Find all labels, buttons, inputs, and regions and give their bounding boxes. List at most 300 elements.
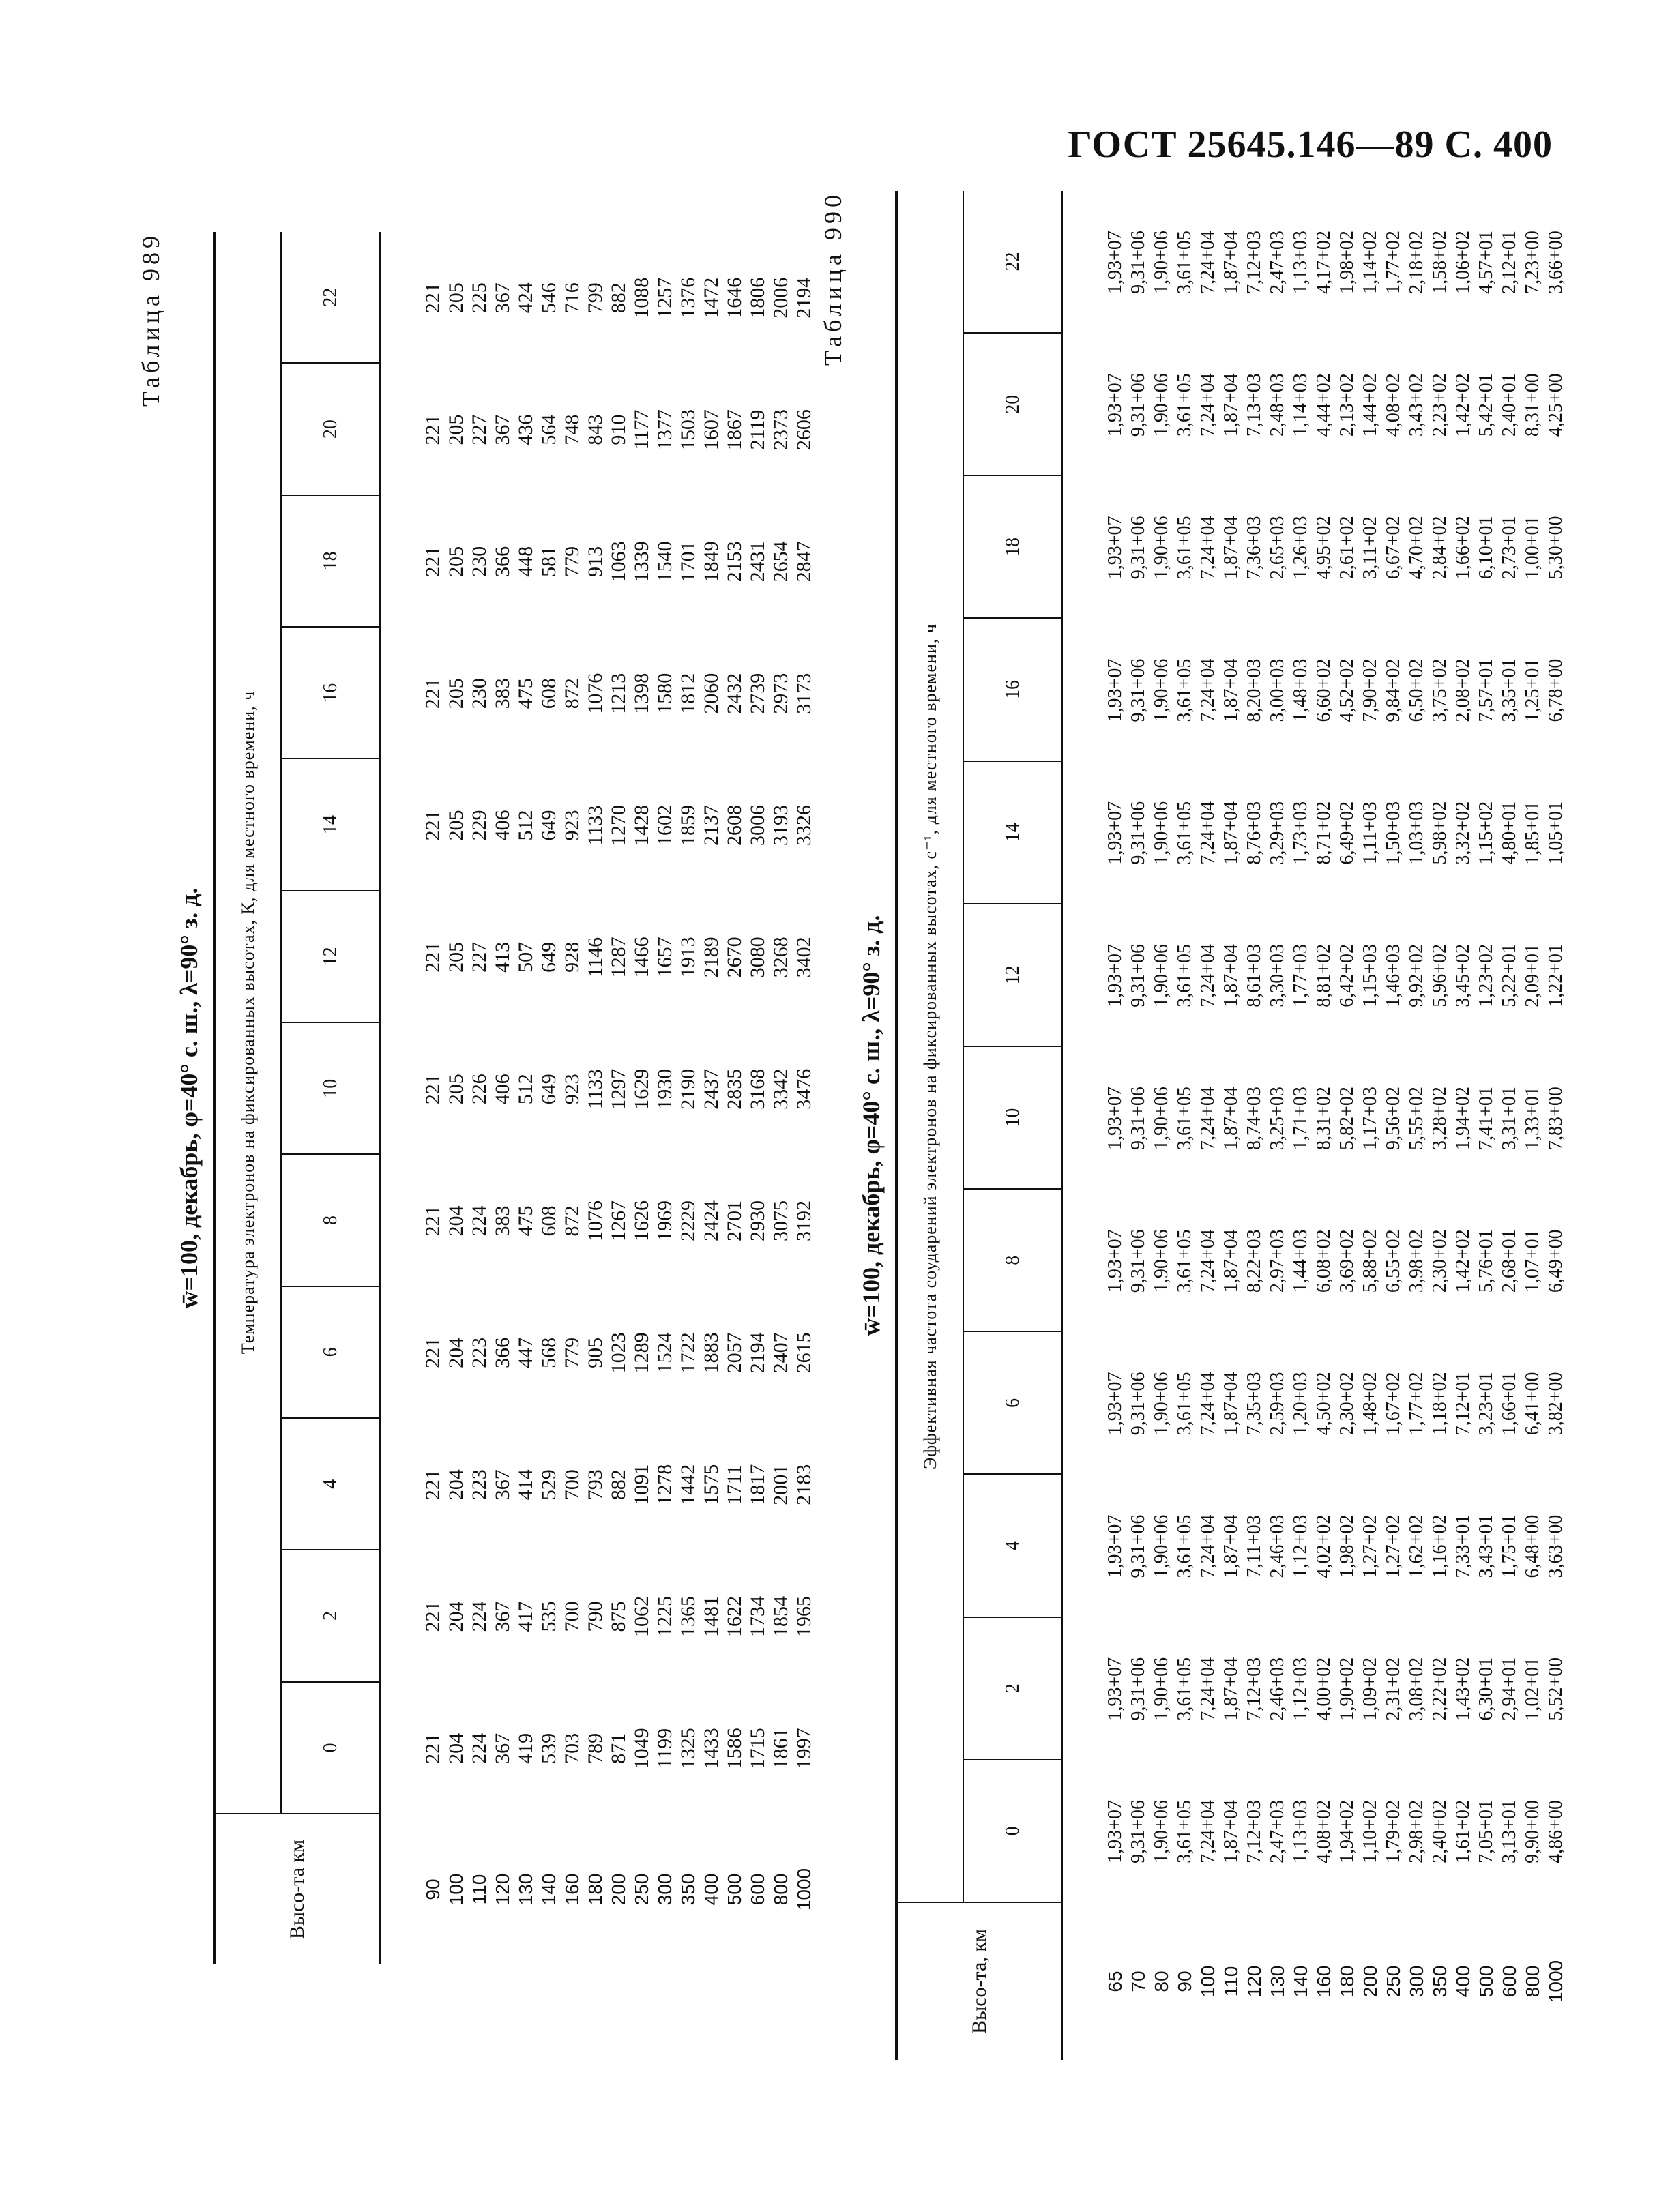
table-cell: 1442 [677, 1464, 699, 1505]
table-cell: 7,24+04 [1197, 801, 1218, 865]
table-cell: 8,31+00 [1522, 373, 1543, 437]
table-cell: 1365 [677, 1596, 699, 1638]
table-cell: 1146 [584, 937, 606, 977]
table-cell: 1,17+03 [1360, 1087, 1381, 1150]
table-cell: 3080 [746, 937, 769, 978]
table-cell: 9,31+06 [1128, 658, 1149, 722]
table-cell: 204 [445, 1205, 467, 1237]
table-cell: 413 [491, 941, 514, 973]
table-cell: 1,27+02 [1360, 1514, 1381, 1578]
table-cell: 1,13+03 [1290, 1800, 1311, 1863]
altitude-value: 800 [770, 1873, 791, 1906]
table-cell: 1,90+06 [1151, 943, 1172, 1007]
table-cell: 9,31+06 [1128, 1372, 1149, 1436]
value-column [1104, 191, 1568, 334]
table-cell: 7,12+03 [1244, 231, 1265, 294]
table-cell: 3268 [770, 937, 792, 978]
table-cell: 2,61+02 [1336, 516, 1358, 580]
table-cell: 1,16+02 [1429, 1514, 1450, 1578]
table-cell: 3173 [793, 673, 815, 714]
table-cell: 3,43+02 [1406, 373, 1427, 437]
table-cell: 649 [538, 810, 560, 841]
table-cell: 1,90+02 [1336, 1657, 1358, 1721]
hour-header: 16 [282, 628, 379, 759]
table-cell: 366 [491, 546, 514, 577]
table-cell: 2432 [723, 673, 746, 714]
table-cell: 1,13+03 [1290, 231, 1311, 294]
table-cell: 5,52+00 [1545, 1657, 1566, 1721]
table-cell: 1,87+04 [1220, 1229, 1242, 1293]
table-cell: 2,46+03 [1267, 1514, 1288, 1578]
table-cell: 1,22+01 [1545, 943, 1566, 1007]
table-cell: 3,32+02 [1452, 801, 1474, 865]
table-cell: 2407 [770, 1332, 792, 1374]
table-cell: 1,93+07 [1104, 1514, 1126, 1578]
table-cell: 7,05+01 [1476, 1800, 1497, 1863]
table-cell: 5,76+01 [1476, 1229, 1497, 1293]
table-caption: w̄=100, декабрь, φ=40° с. ш., λ=90° з. д. [858, 915, 885, 1336]
table-cell: 447 [514, 1337, 537, 1368]
hour-header: 4 [964, 1475, 1061, 1617]
value-column [1104, 619, 1568, 761]
table-cell: 3476 [793, 1068, 815, 1110]
table-cell: 3,61+05 [1174, 1800, 1195, 1863]
altitude-value: 180 [585, 1873, 606, 1906]
value-column [422, 1683, 816, 1814]
table-cell: 1,14+02 [1360, 231, 1381, 294]
altitude-value: 400 [1452, 1965, 1474, 1998]
table-cell: 2137 [700, 805, 722, 846]
table-cell: 7,24+04 [1197, 1229, 1218, 1293]
table-cell: 1,77+03 [1290, 943, 1311, 1007]
table-cell: 539 [538, 1732, 560, 1764]
altitude-value: 250 [1383, 1965, 1404, 1998]
hour-header: 20 [964, 334, 1061, 476]
table-cell: 436 [514, 414, 537, 445]
table-989-block [136, 232, 815, 1964]
table-cell: 1,85+01 [1522, 801, 1543, 865]
table-cell: 2,94+01 [1499, 1657, 1520, 1721]
table-cell: 367 [491, 1732, 514, 1764]
table-cell: 1,02+01 [1522, 1657, 1543, 1721]
table-cell: 1580 [654, 673, 676, 714]
altitude-value: 130 [1267, 1965, 1288, 1998]
table-cell: 9,31+06 [1128, 231, 1149, 294]
altitude-value: 90 [1174, 1971, 1195, 1992]
table-body [381, 232, 816, 1964]
table-cell: 6,08+02 [1313, 1229, 1334, 1293]
table-cell: 3168 [746, 1068, 769, 1110]
table-cell: 1969 [654, 1200, 676, 1242]
table-cell: 1,09+02 [1360, 1657, 1381, 1721]
table-cell: 1806 [746, 277, 769, 319]
table-cell: 748 [561, 414, 583, 445]
table-cell: 1734 [746, 1596, 769, 1638]
table-cell: 2119 [746, 409, 769, 450]
value-column [422, 1155, 816, 1286]
table-cell: 1076 [584, 673, 606, 714]
table-cell: 793 [584, 1469, 606, 1501]
table-cell: 1913 [677, 937, 699, 978]
table-cell: 1376 [677, 277, 699, 319]
table-cell: 1607 [700, 409, 722, 451]
hour-header: 6 [964, 1332, 1061, 1475]
table-cell: 1,87+04 [1220, 373, 1242, 437]
altitude-value: 180 [1336, 1965, 1358, 1998]
table-cell: 3,45+02 [1452, 943, 1474, 1007]
table-cell: 7,24+04 [1197, 1514, 1218, 1578]
altitude-value: 140 [1290, 1965, 1311, 1998]
value-column [1104, 1475, 1568, 1617]
altitude-value: 120 [492, 1873, 513, 1906]
table-cell: 3,82+00 [1545, 1372, 1566, 1436]
table-cell: 790 [584, 1601, 606, 1632]
table-cell: 1,43+02 [1452, 1657, 1474, 1721]
table-cell: 1,98+02 [1336, 1514, 1358, 1578]
value-column [1104, 1760, 1568, 1903]
table-cell: 1270 [607, 805, 630, 846]
hour-header: 22 [964, 191, 1061, 334]
table-cell: 8,81+02 [1313, 943, 1334, 1007]
table-cell: 799 [584, 282, 606, 314]
table-cell: 383 [491, 1205, 514, 1237]
table-cell: 8,61+03 [1244, 943, 1265, 1007]
table-cell: 406 [491, 1074, 514, 1105]
table-cell: 7,12+03 [1244, 1657, 1265, 1721]
table-cell: 1267 [607, 1200, 630, 1242]
table-cell: 3342 [770, 1068, 792, 1110]
table-cell: 221 [422, 546, 444, 577]
table-cell: 1,23+02 [1476, 943, 1497, 1007]
table-cell: 424 [514, 282, 537, 314]
table-cell: 6,49+02 [1336, 801, 1358, 865]
table-cell: 7,33+01 [1452, 1514, 1474, 1578]
table-cell: 225 [468, 282, 490, 314]
table-cell: 1,79+02 [1383, 1800, 1404, 1863]
table-cell: 649 [538, 1074, 560, 1105]
table-cell: 568 [538, 1337, 560, 1368]
altitude-value: 100 [445, 1873, 467, 1906]
table-cell: 1,90+06 [1151, 1514, 1172, 1578]
table-cell: 703 [561, 1732, 583, 1764]
hour-header: 14 [964, 762, 1061, 904]
table-cell: 564 [538, 414, 560, 445]
table-cell: 3,66+00 [1545, 231, 1566, 294]
table-cell: 2,08+02 [1452, 658, 1474, 722]
table-cell: 3,61+05 [1174, 801, 1195, 865]
table-cell: 5,22+01 [1499, 943, 1520, 1007]
table-cell: 1,94+02 [1336, 1800, 1358, 1863]
table-cell: 2,40+01 [1499, 373, 1520, 437]
table-cell: 3,75+02 [1429, 658, 1450, 722]
altitude-value: 500 [724, 1873, 745, 1906]
table-cell: 1,93+07 [1104, 373, 1126, 437]
table-cell: 1575 [700, 1464, 722, 1505]
table-cell: 205 [445, 546, 467, 577]
table-cell: 6,42+02 [1336, 943, 1358, 1007]
altitude-value: 300 [1406, 1965, 1427, 1998]
table-cell: 2,30+02 [1429, 1229, 1450, 1293]
hour-header: 0 [319, 1743, 341, 1753]
hour-header: 18 [964, 476, 1061, 619]
table-cell: 1,87+04 [1220, 1087, 1242, 1150]
table-cell: 1,48+02 [1360, 1372, 1381, 1436]
table-cell: 910 [607, 414, 630, 445]
table-cell: 2057 [723, 1332, 746, 1374]
table-cell: 6,49+00 [1545, 1229, 1566, 1293]
table-cell: 1,07+01 [1522, 1229, 1543, 1293]
table-cell: 1062 [630, 1596, 653, 1638]
table-cell: 716 [561, 282, 583, 314]
table-cell: 224 [468, 1205, 490, 1237]
hour-header: 22 [282, 232, 379, 364]
table-cell: 1,90+06 [1151, 373, 1172, 437]
table-cell: 1701 [677, 541, 699, 583]
table-cell: 1,25+01 [1522, 658, 1543, 722]
altitude-value: 300 [654, 1873, 675, 1906]
value-column [1104, 1047, 1568, 1190]
table-cell: 7,24+04 [1197, 373, 1218, 437]
table-cell: 905 [584, 1337, 606, 1368]
table-cell: 9,84+02 [1383, 658, 1404, 722]
table-cell: 1817 [746, 1464, 769, 1505]
table-cell: 1,11+03 [1360, 801, 1381, 865]
table-cell: 2930 [746, 1200, 769, 1242]
table-cell: 1854 [770, 1596, 792, 1638]
table-cell: 475 [514, 678, 537, 709]
hour-header: 10 [964, 1047, 1061, 1190]
table-cell: 1433 [700, 1728, 722, 1769]
value-column [422, 628, 816, 759]
table-cell: 1,77+02 [1406, 1372, 1427, 1436]
table-cell: 7,24+04 [1197, 231, 1218, 294]
altitude-value: 160 [1313, 1965, 1334, 1998]
table-cell: 1,90+06 [1151, 1800, 1172, 1863]
table-cell: 4,08+02 [1313, 1800, 1334, 1863]
table-cell: 1,10+02 [1360, 1800, 1381, 1863]
table-cell: 2229 [677, 1200, 699, 1242]
table-cell: 1225 [654, 1596, 676, 1638]
table-cell: 1325 [677, 1728, 699, 1769]
table-cell: 1,42+02 [1452, 1229, 1474, 1293]
altitude-value: 70 [1128, 1971, 1149, 1992]
table-cell: 2615 [793, 1332, 815, 1374]
hour-header: 8 [282, 1155, 379, 1286]
table-cell: 7,57+01 [1476, 658, 1497, 722]
table-cell: 1,12+03 [1290, 1657, 1311, 1721]
table-cell: 507 [514, 941, 537, 973]
table-cell: 8,22+03 [1244, 1229, 1265, 1293]
table-cell: 6,55+02 [1383, 1229, 1404, 1293]
table-cell: 2,84+02 [1429, 516, 1450, 580]
table-cell: 7,24+04 [1197, 1800, 1218, 1863]
table-cell: 2,30+02 [1336, 1372, 1358, 1436]
table-cell: 1,27+02 [1383, 1514, 1404, 1578]
table-cell: 4,95+02 [1313, 516, 1334, 580]
hour-headers [282, 232, 379, 1813]
table-cell: 3,30+03 [1267, 943, 1288, 1007]
table-cell: 7,41+01 [1476, 1087, 1497, 1150]
table-cell: 1715 [746, 1728, 769, 1769]
table-cell: 1,87+04 [1220, 1372, 1242, 1436]
table-cell: 2606 [793, 409, 815, 451]
table-cell: 7,23+00 [1522, 231, 1543, 294]
table-cell: 419 [514, 1732, 537, 1764]
table-cell: 1297 [607, 1068, 630, 1110]
table-cell: 1,93+07 [1104, 516, 1126, 580]
table-cell: 1,62+02 [1406, 1514, 1427, 1578]
table-cell: 6,10+01 [1476, 516, 1497, 580]
table-cell: 1540 [654, 541, 676, 583]
table-cell: 1,05+01 [1545, 801, 1566, 865]
table-cell: 1,87+04 [1220, 801, 1242, 865]
table-cell: 2654 [770, 541, 792, 583]
altitude-value: 200 [608, 1873, 629, 1906]
table-cell: 8,71+02 [1313, 801, 1334, 865]
table-cell: 3,61+05 [1174, 373, 1195, 437]
table-cell: 366 [491, 1337, 514, 1368]
table-cell: 3,61+05 [1174, 1087, 1195, 1150]
table-cell: 1,93+07 [1104, 943, 1126, 1007]
table-cell: 1339 [630, 541, 653, 583]
table-cell: 2373 [770, 409, 792, 451]
table-body [1063, 191, 1568, 2060]
table-cell: 221 [422, 1205, 444, 1237]
table-cell: 779 [561, 546, 583, 577]
table-cell: 2,47+03 [1267, 231, 1288, 294]
altitude-value: 120 [1244, 1965, 1265, 1998]
table-cell: 3006 [746, 805, 769, 846]
table-cell: 1278 [654, 1464, 676, 1505]
table-cell: 9,31+06 [1128, 516, 1149, 580]
table-cell: 221 [422, 282, 444, 314]
table-cell: 1,90+06 [1151, 1229, 1172, 1293]
altitude-header: Высо-та, км [968, 1929, 991, 2034]
table-cell: 221 [422, 678, 444, 709]
table-cell: 414 [514, 1469, 537, 1501]
table-cell: 1,61+02 [1452, 1800, 1474, 1863]
table-cell: 3,61+05 [1174, 943, 1195, 1007]
table-cell: 367 [491, 1469, 514, 1501]
table-cell: 3193 [770, 805, 792, 846]
hour-header: 12 [964, 904, 1061, 1047]
table-cell: 2190 [677, 1068, 699, 1110]
table-cell: 2183 [793, 1464, 815, 1505]
table-cell: 224 [468, 1601, 490, 1632]
table-cell: 2189 [700, 937, 722, 978]
table-cell: 475 [514, 1205, 537, 1237]
table-cell: 1133 [584, 805, 606, 846]
altitude-value: 110 [1220, 1966, 1242, 1997]
table-cell: 204 [445, 1469, 467, 1501]
hour-header: 2 [282, 1550, 379, 1682]
altitude-value: 100 [1197, 1965, 1218, 1998]
hour-header: 20 [282, 364, 379, 495]
table-cell: 7,36+03 [1244, 516, 1265, 580]
table-cell: 2437 [700, 1068, 722, 1110]
table-cell: 3192 [793, 1200, 815, 1242]
table-cell: 1133 [584, 1069, 606, 1110]
table-cell: 3,61+05 [1174, 231, 1195, 294]
table-cell: 2,59+03 [1267, 1372, 1288, 1436]
table-cell: 230 [468, 546, 490, 577]
table-cell: 221 [422, 1732, 444, 1764]
table-cell: 2431 [746, 541, 769, 583]
table-cell: 221 [422, 1601, 444, 1632]
table-cell: 1,66+01 [1499, 1372, 1520, 1436]
table-cell: 448 [514, 546, 537, 577]
table-cell: 3,31+01 [1499, 1087, 1520, 1150]
table-cell: 2153 [723, 541, 746, 583]
table-cell: 3,61+05 [1174, 1657, 1195, 1721]
table-cell: 204 [445, 1732, 467, 1764]
value-column [1104, 1190, 1568, 1332]
table-cell: 789 [584, 1732, 606, 1764]
table-cell: 1,71+03 [1290, 1087, 1311, 1150]
table-cell: 9,31+06 [1128, 1657, 1149, 1721]
table-caption: w̄=100, декабрь, φ=40° с. ш., λ=90° з. д. [175, 887, 203, 1309]
table-cell: 700 [561, 1601, 583, 1632]
table-cell: 1,93+07 [1104, 801, 1126, 865]
table-cell: 1,93+07 [1104, 1087, 1126, 1150]
table-cell: 1,44+03 [1290, 1229, 1311, 1293]
table-description: Эффективная частота соударений электронов на фиксированных высотах, с⁻¹, для местного времени, ч [898, 191, 964, 1902]
table-cell: 2847 [793, 541, 815, 583]
table-cell: 3,61+05 [1174, 1229, 1195, 1293]
table-cell: 2608 [723, 805, 746, 846]
table-cell: 1849 [700, 541, 722, 583]
table-cell: 9,31+06 [1128, 943, 1149, 1007]
table-cell: 1289 [630, 1332, 653, 1374]
table-cell: 6,78+00 [1545, 658, 1566, 722]
table-cell: 2424 [700, 1200, 722, 1242]
altitude-value: 350 [1429, 1965, 1450, 1998]
table-cell: 1,87+04 [1220, 943, 1242, 1007]
table-cell: 1711 [723, 1464, 746, 1505]
table-cell: 872 [561, 678, 583, 709]
table-cell: 1063 [607, 541, 630, 583]
table-cell: 1503 [677, 409, 699, 451]
value-column [1104, 476, 1568, 619]
hour-header: 2 [964, 1618, 1061, 1760]
table-cell: 1,18+02 [1429, 1372, 1450, 1436]
table-cell: 6,60+02 [1313, 658, 1334, 722]
table-header [216, 232, 381, 1964]
table-cell: 875 [607, 1601, 630, 1632]
table-cell: 1602 [654, 805, 676, 846]
table-cell: 7,24+04 [1197, 1657, 1218, 1721]
table-cell: 1,93+07 [1104, 1657, 1126, 1721]
table-cell: 4,25+00 [1545, 373, 1566, 437]
table-cell: 2670 [723, 937, 746, 978]
table-cell: 3,35+01 [1499, 658, 1520, 722]
table-cell: 3,00+03 [1267, 658, 1288, 722]
table-cell: 2,97+03 [1267, 1229, 1288, 1293]
table-cell: 2006 [770, 277, 792, 319]
table-cell: 1,77+02 [1383, 231, 1404, 294]
table-cell: 1257 [654, 277, 676, 319]
altitude-column [422, 1814, 816, 1964]
page-header: ГОСТ 25645.146—89 С. 400 [1068, 123, 1553, 166]
table-cell: 581 [538, 546, 560, 577]
table-cell: 1377 [654, 409, 676, 451]
table-cell: 3,23+01 [1476, 1372, 1497, 1436]
table-cell: 1,93+07 [1104, 658, 1126, 722]
table-cell: 1,66+02 [1452, 516, 1474, 580]
table-cell: 223 [468, 1469, 490, 1501]
altitude-value: 250 [631, 1873, 652, 1906]
value-column [422, 1287, 816, 1419]
